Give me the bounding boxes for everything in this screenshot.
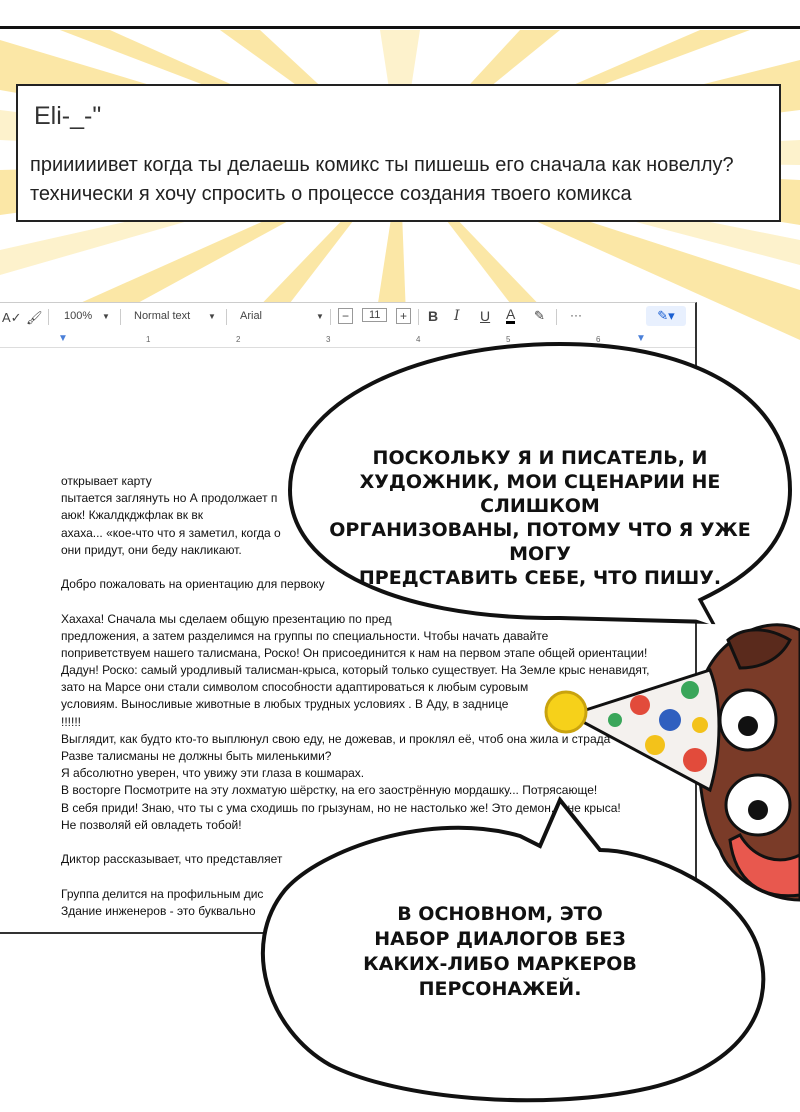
ruler-tick: 4 (416, 335, 421, 344)
bold-button[interactable]: B (428, 308, 439, 324)
editing-mode-button[interactable]: ✎▾ (646, 306, 686, 326)
doc-line: В себя приди! Знаю, что ты с ума сходишь по грызунам, но не настолько же! Это демон, а не крыса! (61, 800, 621, 815)
doc-line: ахаха... «кое-что что я заметил, когда о (61, 525, 281, 540)
highlight-icon[interactable]: ✎ (534, 308, 545, 323)
doc-line: Не позволяй ей овладеть тобой! (61, 817, 242, 832)
doc-line: пытается заглянуть но А продолжает п (61, 491, 278, 506)
doc-line: открывает карту (61, 474, 152, 488)
ruler-tick: 6 (596, 335, 601, 344)
doc-line: Здание инженеров - это буквально (61, 903, 256, 918)
ruler-tick: 5 (506, 335, 511, 344)
comment-author: Eli-_-" (34, 102, 102, 130)
chevron-down-icon[interactable]: ▼ (102, 312, 110, 321)
doc-line: Хахаха! Сначала мы сделаем общую презентацию по пред (61, 611, 392, 626)
doc-line: !!!!!! (61, 714, 82, 729)
bubble-2-line: НАБОР ДИАЛОГОВ БЕЗ (374, 928, 626, 950)
zoom-select[interactable]: 100% (64, 310, 93, 322)
more-button[interactable]: ··· (570, 308, 582, 322)
underline-button[interactable]: U (480, 308, 491, 324)
doc-line: зато на Марсе они стали символом способности адаптироваться к любым суровым (61, 680, 529, 695)
doc-line: Группа делится на профильным дис (61, 886, 264, 901)
doc-line: аюк! Кжалдкджфлак вк вк (61, 508, 204, 523)
font-size-decrease-button[interactable]: − (338, 308, 353, 324)
bubble-1-line: ХУДОЖНИК, МОИ СЦЕНАРИИ НЕ СЛИШКОМ (359, 471, 721, 517)
doc-line: Добро пожаловать на ориентацию для первоку (61, 577, 325, 592)
font-size-increase-button[interactable]: + (396, 308, 411, 324)
italic-button[interactable]: I (454, 308, 460, 324)
bubble-1-line: ПРЕДСТАВИТЬ СЕБЕ, ЧТО ПИШУ. (358, 567, 722, 589)
chevron-down-icon[interactable]: ▼ (208, 312, 216, 321)
doc-line: они придут, они беду накликают. (61, 542, 242, 557)
doc-line: Я абсолютно уверен, что увижу эти глаза в кошмарах. (61, 766, 365, 781)
bubble-1-line: ПОСКОЛЬКУ Я И ПИСАТЕЛЬ, И (372, 447, 708, 469)
style-select[interactable]: Normal text (134, 310, 191, 322)
doc-line: Разве талисманы не должны быть миленькими? (61, 749, 332, 763)
text-color-button[interactable]: A (506, 306, 516, 322)
doc-line: условиям. Выносливые животные в любых трудных условиях . В Аду, в заднице (61, 697, 509, 712)
doc-line: Диктор рассказывает, что представляет (61, 852, 283, 867)
bubble-1-text (300, 446, 780, 590)
bubble-2-line: В ОСНОВНОМ, ЭТО (397, 903, 603, 925)
ruler-tick: 3 (326, 335, 331, 344)
doc-line: поприветствуем нашего талисмана, Роско! Он присоединится к нам на первом этапе общей ориентации! (61, 645, 648, 660)
chevron-down-icon[interactable]: ▼ (316, 312, 324, 321)
indent-marker-icon[interactable]: ▼ (58, 333, 68, 344)
doc-line: В восторге Посмотрите на эту лохматую шёрстку, на его заострённую мордашку... Потрясающе! (61, 783, 598, 798)
bubble-2-line: КАКИХ-ЛИБО МАРКЕРОВ (363, 953, 637, 975)
spellcheck-icon[interactable]: A✓ (2, 310, 22, 325)
font-size-input[interactable]: 11 (362, 308, 387, 322)
bubble-2-line: ПЕРСОНАЖЕЙ. (418, 978, 582, 1000)
ruler-tick: 1 (146, 335, 151, 344)
font-select[interactable]: Arial (240, 310, 263, 322)
doc-line: Выглядит, как будто кто-то выплюнул свою еду, не дожевав, и проклял её, чтоб она жила и страда (61, 731, 611, 746)
ruler-tick: 2 (236, 335, 241, 344)
paint-format-icon[interactable]: 🖌 (26, 310, 43, 325)
bubble-2-text (300, 902, 700, 1002)
pompom-icon (546, 692, 586, 732)
comment-line-2: технически я хочу спросить о процессе создания твоего комикса (30, 183, 632, 205)
doc-line: Дадун! Роско: самый уродливый талисман-крыса, который только существует. На Земле крыс ненавидят, (61, 663, 650, 678)
doc-line: предложения, а затем разделимся на группы по специальности. Чтобы начать давайте (61, 628, 549, 643)
bubble-1-line: ОРГАНИЗОВАНЫ, ПОТОМУ ЧТО Я УЖЕ МОГУ (329, 519, 751, 565)
indent-marker-icon[interactable]: ▼ (636, 333, 646, 344)
comment-line-1: прииииивет когда ты делаешь комикс ты пишешь его сначала как новеллу? (30, 154, 734, 176)
